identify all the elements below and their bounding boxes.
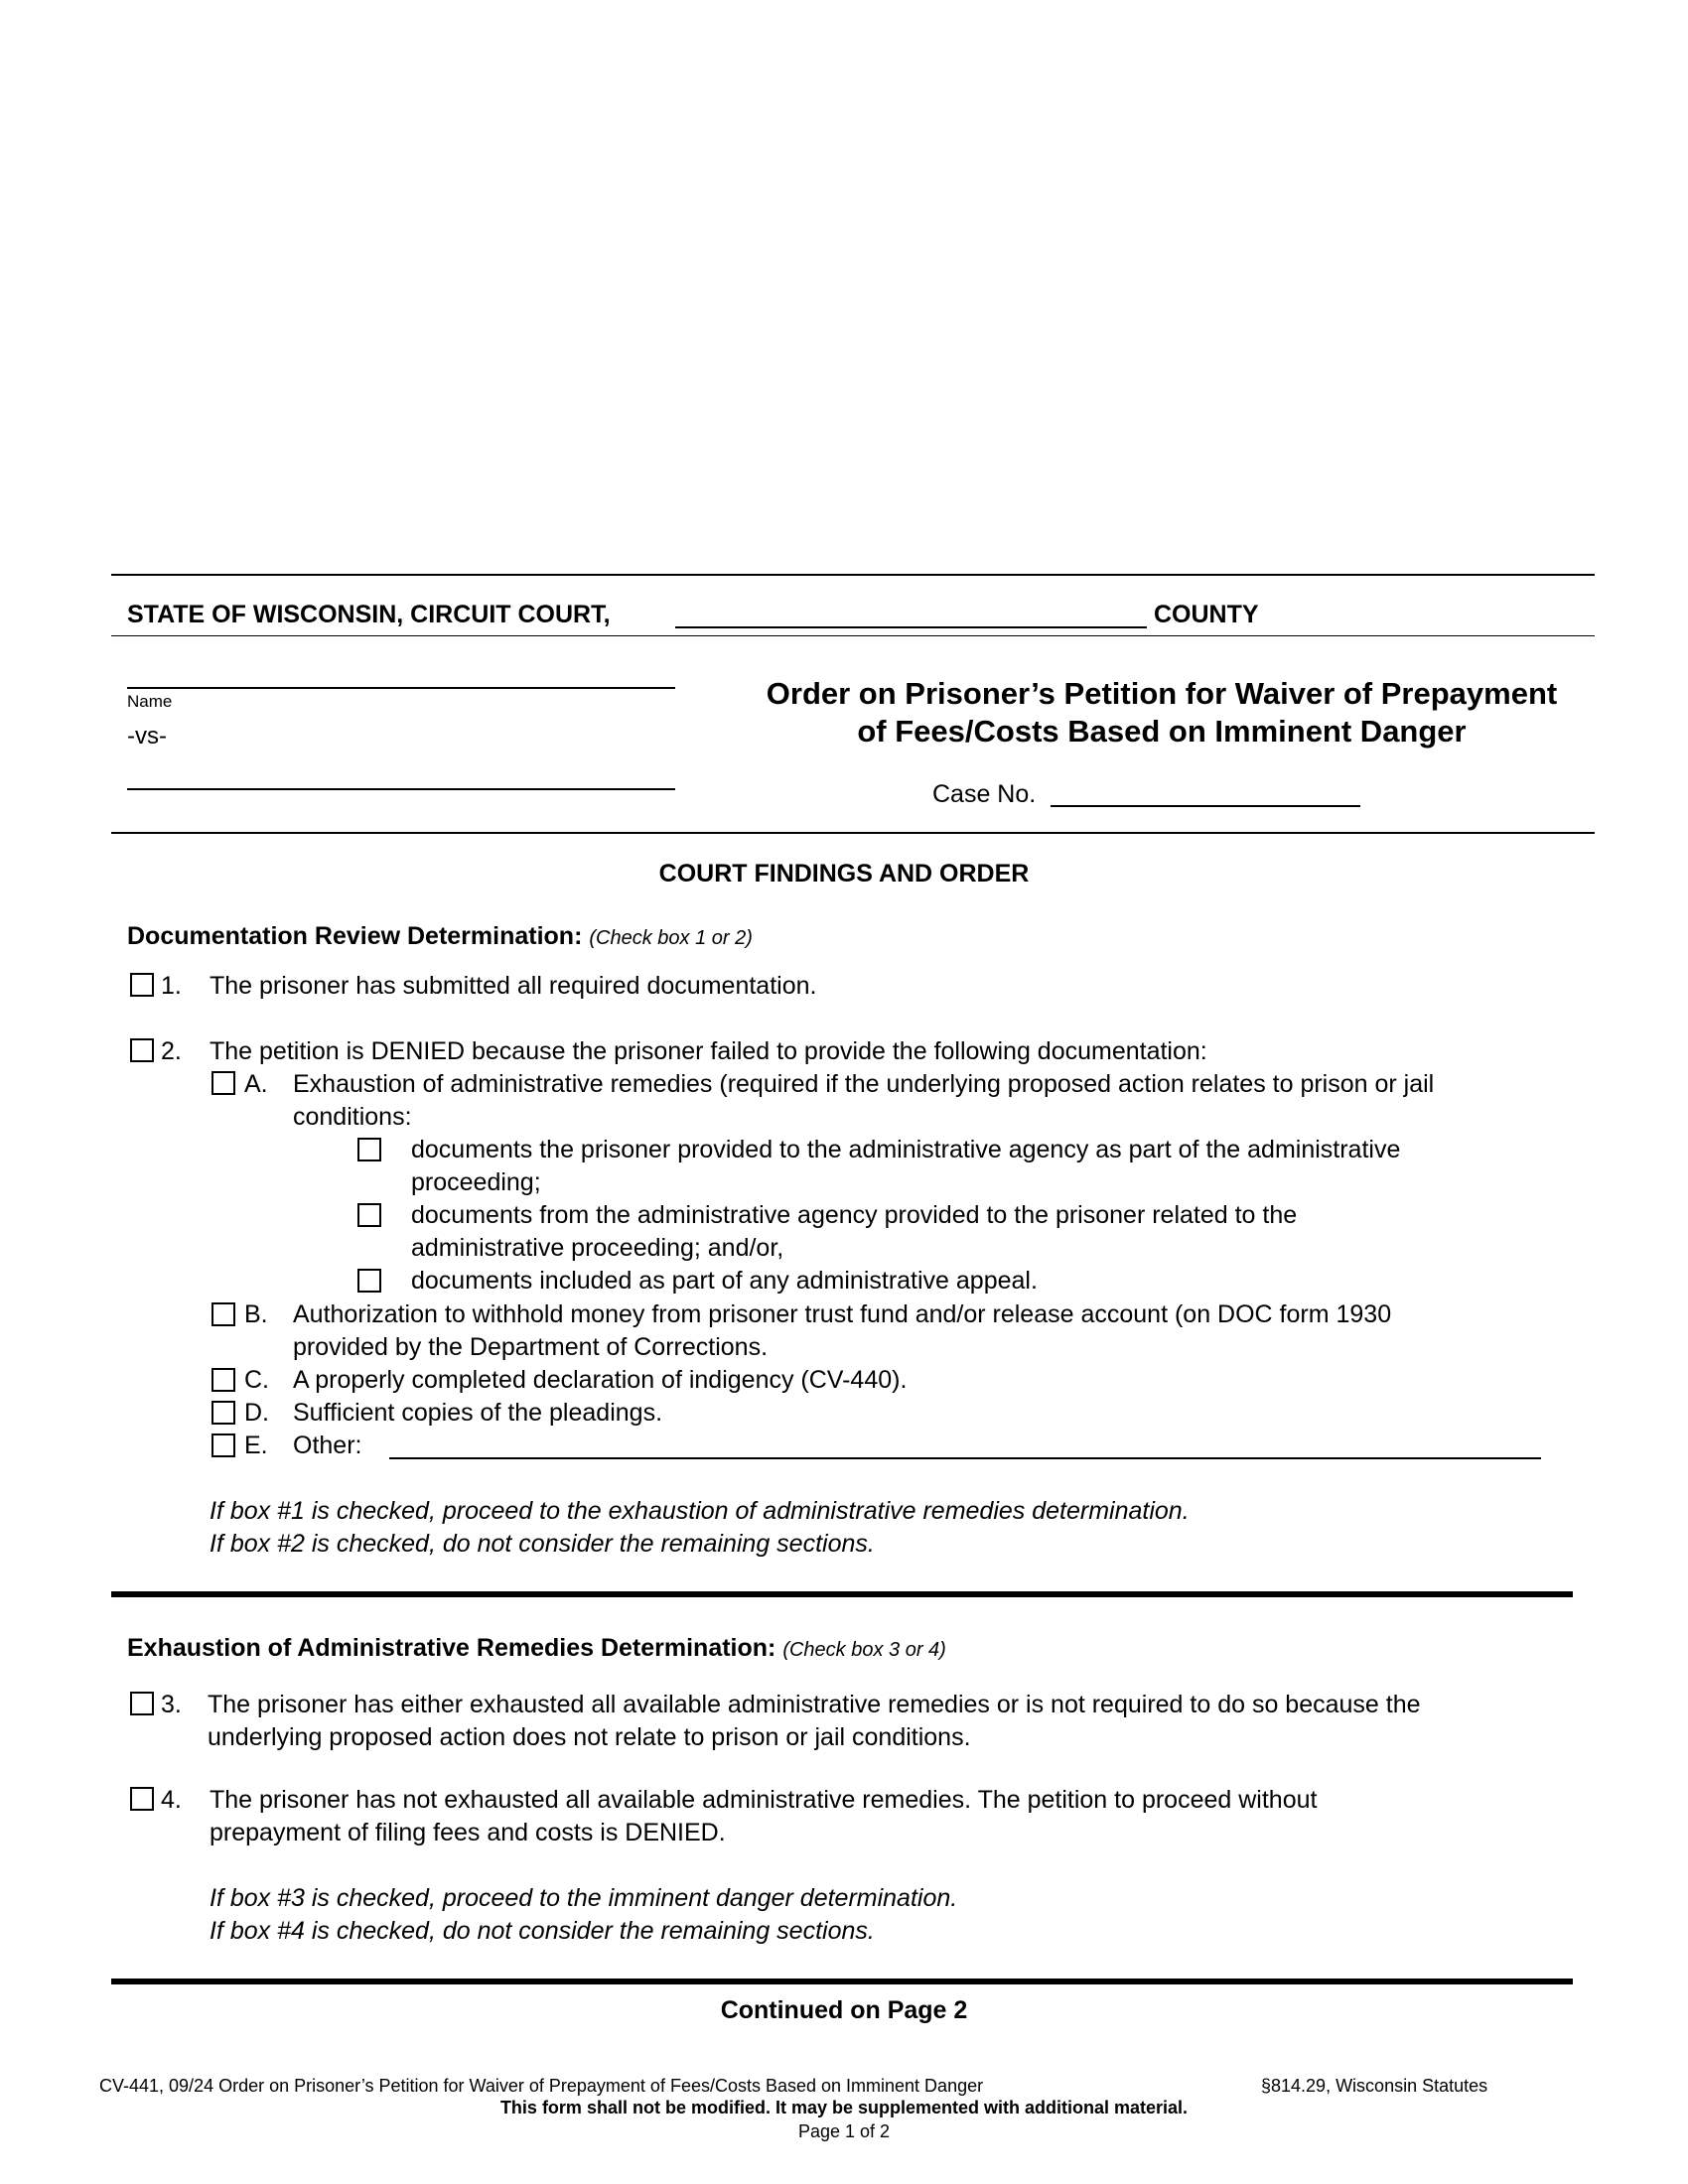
county-label: COUNTY [1154,601,1259,628]
exhaustion-title-text: Exhaustion of Administrative Remedies Determination: [127,1634,776,1662]
checkbox-2a-sub1[interactable] [357,1138,381,1161]
item-2a-line1: Exhaustion of administrative remedies (required if the underlying proposed action relates to prison or jail [293,1070,1435,1098]
versus-label: -vs- [127,723,167,750]
court-label: STATE OF WISCONSIN, CIRCUIT COURT, [127,601,611,628]
doc-review-title [127,920,753,955]
doc-review-instruction-1: If box #1 is checked, proceed to the exhaustion of administrative remedies determination. [210,1497,1190,1525]
checkbox-2a-sub3[interactable] [357,1269,381,1293]
caption-divider [111,635,1595,636]
exhaustion-instruction-1: If box #3 is checked, proceed to the imminent danger determination. [210,1884,958,1912]
form-title-line1: Order on Prisoner’s Petition for Waiver of Prepayment [766,676,1558,711]
item-3-number: 3. [161,1691,182,1718]
section-divider-thick-1 [111,1591,1573,1597]
item-2d-label: D. [244,1399,269,1427]
item-4-line2: prepayment of filing fees and costs is DENIED. [210,1819,726,1846]
item-2-text: The petition is DENIED because the prisoner failed to provide the following documentation: [210,1037,1207,1065]
item-2a-label: A. [244,1070,268,1098]
doc-review-instruction-2: If box #2 is checked, do not consider the remaining sections. [210,1530,875,1558]
continued-note: Continued on Page 2 [720,1996,968,2024]
item-4-line1: The prisoner has not exhausted all available administrative remedies. The petition to proceed without [210,1786,1318,1814]
section-divider-thick-2 [111,1979,1573,1984]
item-2a-sub1-line1: documents the prisoner provided to the administrative agency as part of the administrative [411,1136,1401,1163]
item-2a-line2: conditions: [293,1103,412,1131]
checkbox-2a[interactable] [211,1071,235,1095]
doc-review-title-text: Documentation Review Determination: [127,922,583,950]
item-2a-sub2-line1: documents from the administrative agency provided to the prisoner related to the [411,1201,1298,1229]
checkbox-2d[interactable] [211,1401,235,1425]
item-2b-label: B. [244,1300,268,1328]
doc-review-note: (Check box 1 or 2) [589,927,753,949]
top-rule [111,574,1595,576]
checkbox-1[interactable] [130,973,154,997]
checkbox-4[interactable] [130,1787,154,1811]
item-2a-sub2-line2: administrative proceeding; and/or, [411,1234,784,1262]
item-2e-label: E. [244,1432,268,1459]
item-2d-text: Sufficient copies of the pleadings. [293,1399,663,1427]
other-blank-line[interactable] [389,1457,1541,1459]
checkbox-2a-sub2[interactable] [357,1203,381,1227]
footer-page-number: Page 1 of 2 [797,2121,891,2141]
item-2a-sub3-line1: documents included as part of any administrative appeal. [411,1267,1038,1295]
checkbox-2[interactable] [130,1038,154,1062]
item-2e-text: Other: [293,1432,362,1459]
item-2-number: 2. [161,1037,182,1065]
item-3-line1: The prisoner has either exhausted all available administrative remedies or is not required to do so because the [208,1691,1421,1718]
item-1-text: The prisoner has submitted all required documentation. [210,972,817,1000]
form-title-line2: of Fees/Costs Based on Imminent Danger [857,714,1467,749]
checkbox-2e[interactable] [211,1433,235,1457]
item-2b-line2: provided by the Department of Corrections. [293,1333,769,1361]
item-2c-label: C. [244,1366,269,1394]
exhaustion-note: (Check box 3 or 4) [782,1639,946,1661]
plaintiff-name-line[interactable] [127,687,675,689]
item-2b-line1: Authorization to withhold money from prisoner trust fund and/or release account (on DOC form 1930 [293,1300,1392,1328]
exhaustion-title [127,1632,946,1667]
county-blank-line[interactable] [675,626,1147,628]
case-no-line[interactable] [1051,805,1360,807]
footer-form-id: CV-441, 09/24 Order on Prisoner’s Petition for Waiver of Prepayment of Fees/Costs Based on Imminent Danger [99,2076,984,2096]
exhaustion-instruction-2: If box #4 is checked, do not consider the remaining sections. [210,1917,875,1945]
item-4-number: 4. [161,1786,182,1814]
item-1-number: 1. [161,972,182,1000]
item-2a-sub1-line2: proceeding; [411,1168,541,1196]
case-no-label: Case No. [932,780,1037,808]
name-label: Name [127,692,173,711]
footer-statute: §814.29, Wisconsin Statutes [1261,2076,1488,2096]
defendant-name-line[interactable] [127,788,675,790]
item-2c-text: A properly completed declaration of indigency (CV-440). [293,1366,908,1394]
caption-bottom-rule [111,832,1595,834]
item-3-line2: underlying proposed action does not relate to prison or jail conditions. [208,1723,971,1751]
checkbox-2b[interactable] [211,1302,235,1326]
section-heading: COURT FINDINGS AND ORDER [658,860,1030,887]
footer-notice: This form shall not be modified. It may be supplemented with additional material. [499,2098,1189,2117]
checkbox-3[interactable] [130,1692,154,1715]
checkbox-2c[interactable] [211,1368,235,1392]
